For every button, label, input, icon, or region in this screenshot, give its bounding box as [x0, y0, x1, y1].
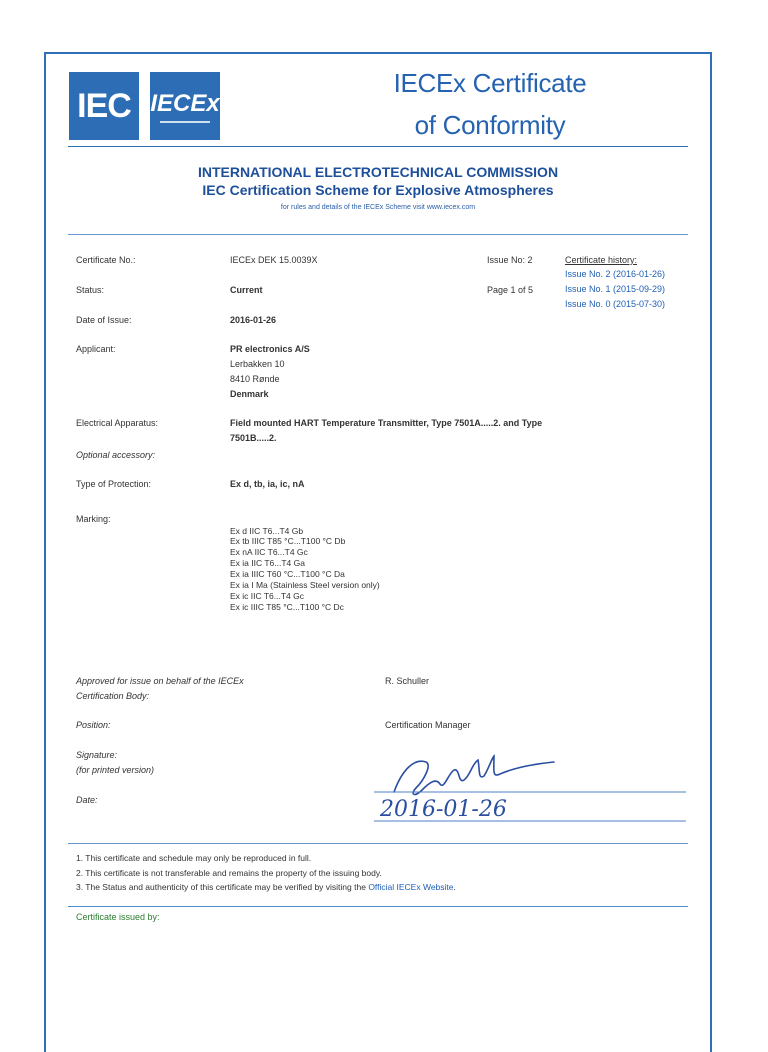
cert-number-label: Certificate No.:: [76, 255, 136, 265]
note-1: 1. This certificate and schedule may only be reproduced in full.: [76, 853, 312, 863]
marking-line: Ex ic IIC T6...T4 Gc: [230, 591, 304, 601]
footer-divider: [68, 906, 688, 907]
approved-label-2: Certification Body:: [76, 691, 150, 701]
signature-image: [374, 740, 694, 830]
protection-label: Type of Protection:: [76, 479, 152, 489]
marking-line: Ex d IIC T6...T4 Gb: [230, 526, 304, 536]
history-item[interactable]: Issue No. 2 (2016-01-26): [565, 269, 666, 279]
org-scheme: IEC Certification Scheme for Explosive Atmospheres: [202, 182, 554, 198]
position-value: Certification Manager: [385, 720, 471, 730]
approved-label-1: Approved for issue on behalf of the IECEx: [76, 676, 244, 686]
position-label: Position:: [76, 720, 111, 730]
status-value: Current: [230, 285, 263, 295]
apparatus-line2: 7501B.....2.: [230, 433, 277, 443]
note-3-end: .: [453, 882, 456, 892]
apparatus-line1: Field mounted HART Temperature Transmitter, Type 7501A.....2. and Type: [230, 418, 543, 428]
marking-line: Ex ia I Ma (Stainless Steel version only): [230, 580, 380, 590]
protection-value: Ex d, tb, ia, ic, nA: [230, 479, 305, 489]
page-indicator: Page 1 of 5: [487, 285, 534, 295]
applicant-country: Denmark: [230, 389, 269, 399]
applicant-name: PR electronics A/S: [230, 344, 310, 354]
marking-line: Ex ic IIIC T85 °C...T100 °C Dc: [230, 602, 344, 612]
applicant-street: Lerbakken 10: [230, 359, 285, 369]
date-of-issue: 2016-01-26: [230, 315, 277, 325]
date-of-issue-label: Date of Issue:: [76, 315, 132, 325]
notes-divider: [68, 843, 688, 844]
date-label: Date:: [76, 795, 98, 805]
iec-logo-text: IEC: [77, 86, 131, 125]
marking-line: Ex ia IIC T6...T4 Ga: [230, 558, 305, 568]
certificate-frame: [44, 52, 712, 1052]
applicant-city: 8410 Rønde: [230, 374, 280, 384]
header-divider: [68, 146, 688, 147]
logo-wave-icon: [160, 121, 210, 123]
signature-label-2: (for printed version): [76, 765, 155, 775]
iec-logo: [69, 72, 139, 140]
cert-number: IECEx DEK 15.0039X: [230, 255, 318, 265]
handwritten-date: 2016-01-26: [380, 797, 507, 822]
note-3-text: 3. The Status and authenticity of this certificate may be verified by visiting the: [76, 882, 369, 892]
issue-number: Issue No: 2: [487, 255, 533, 265]
org-name: INTERNATIONAL ELECTROTECHNICAL COMMISSION: [197, 164, 559, 180]
history-item[interactable]: Issue No. 1 (2015-09-29): [565, 284, 666, 294]
marking-label: Marking:: [76, 514, 111, 524]
applicant-label: Applicant:: [76, 344, 116, 354]
marking-line: Ex tb IIIC T85 °C...T100 °C Db: [230, 536, 346, 546]
optional-accessory-label: Optional accessory:: [76, 450, 156, 460]
section-divider: [68, 234, 688, 235]
iecex-logo-text: IECEx: [150, 89, 220, 117]
signature-label-1: Signature:: [76, 750, 118, 760]
issued-by-label: Certificate issued by:: [76, 912, 160, 922]
official-website-link[interactable]: Official IECEx Website: [368, 882, 454, 892]
history-label: Certificate history:: [565, 255, 638, 265]
marking-line: Ex ia IIIC T60 °C...T100 °C Da: [230, 569, 345, 579]
org-note: for rules and details of the IECEx Scheme visit www.iecex.com: [280, 204, 476, 211]
note-2: 2. This certificate is not transferable and remains the property of the issuing body.: [76, 868, 382, 878]
iecex-logo: [150, 72, 220, 140]
page-title-line1: IECEx Certificate: [393, 68, 587, 98]
marking-line: Ex nA IIC T6...T4 Gc: [230, 547, 308, 557]
approver-name: R. Schuller: [385, 676, 430, 686]
status-label: Status:: [76, 285, 105, 295]
apparatus-label: Electrical Apparatus:: [76, 418, 159, 428]
page-title-line2: of Conformity: [414, 110, 566, 140]
history-item[interactable]: Issue No. 0 (2015-07-30): [565, 299, 666, 309]
note-3: [76, 882, 456, 892]
